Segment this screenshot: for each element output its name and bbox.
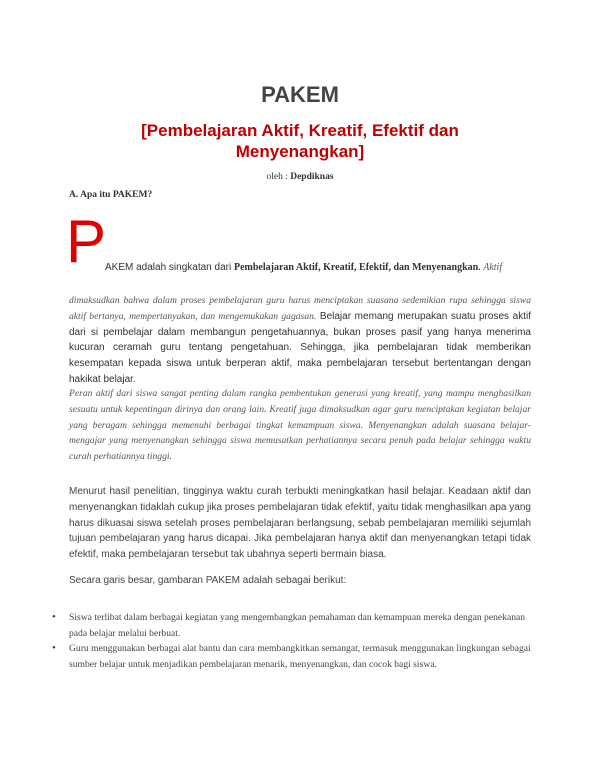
bullet-dot-icon: • — [52, 642, 56, 654]
bullet-text: Siswa terlibat dalam berbagai kegiatan yang mengembangkan pemahaman dan kemampuan mereka dengan penekanan pada belajar melalui berbuat. — [69, 612, 526, 639]
section-heading: A. Apa itu PAKEM? — [69, 190, 153, 200]
p1-sans: Belajar memang merupakan suatu proses aktif dari si pembelajar dalam membangun pengetahuannya, bukan proses pasif yang hanya menerima kucuran ceramah guru tentang pengetahuan. Sehingga, jika pembelajaran tidak memberikan kesempatan kepada siswa untuk berperan aktif, maka pembelajaran tersebut bertentangan dengan hakikat belajar. — [69, 310, 531, 385]
drop-cap: P — [66, 208, 107, 275]
byline-author: Depdiknas — [290, 172, 334, 182]
byline — [0, 172, 600, 182]
paragraph-1-body — [69, 293, 531, 388]
summary-line: Secara garis besar, gambaran PAKEM adalah sebagai berikut: — [69, 575, 347, 586]
bullet-text: Guru menggunakan berbagai alat bantu dan cara membangkitkan semangat, termasuk menggunakan lingkungan sebagai sumber belajar untuk menjadikan pembelajaran menarik, menyenangkan, dan cocok bagi siswa. — [69, 643, 531, 670]
p1-italic-start: Aktif — [483, 262, 503, 273]
paragraph-3: Menurut hasil penelitian, tingginya waktu curah terbukti meningkatkan hasil belajar. Keadaan aktif dan menyenangkan tidaklah cukup jika proses pembelajaran tidak efektif, yaitu tidak menghasilkan apa yang harus dikuasai siswa setelah proses pembelajaran berlangsung, sebab pembelajaran memiliki sejumlah tujuan pembelajaran yang harus dicapai. Jika pembelajaran hanya aktif dan menyenangkan tetapi tidak efektif, maka pembelajaran tersebut tak ubahnya seperti bermain biasa. — [69, 486, 531, 561]
list-item — [52, 641, 531, 672]
paragraph-1-first-line — [105, 262, 502, 274]
document-title: PAKEM — [261, 82, 339, 107]
bullet-list — [52, 610, 531, 672]
p1-bold-term: Pembelajaran Aktif, Kreatif, Efektif, dan Menyenangkan — [233, 262, 479, 273]
p1-italic-cont: dimaksudkan bahwa dalam proses pembelajaran guru harus menciptakan suasana sedemikian rupa sehingga siswa aktif bertanya, mempertanyakan, dan mengemukakan gagasan. — [69, 295, 531, 322]
byline-prefix: oleh : — [266, 172, 291, 182]
p1-after-bold: . — [478, 262, 484, 273]
document-subtitle: [Pembelajaran Aktif, Kreatif, Efektif dan Menyenangkan] — [141, 121, 459, 161]
list-item — [52, 610, 531, 641]
p1-start: AKEM adalah singkatan dari — [105, 262, 234, 273]
paragraph-2: Peran aktif dari siswa sangat penting dalam rangka pembentukan generasi yang kreatif, yang mampu menghasilkan sesuatu untuk kepentingan dirinya dan orang lain. Kreatif juga dimaksudkan agar guru menciptakan kegiatan belajar yang beragam sehingga memenuhi berbagai tingkat kemampuan siswa. Menyenangkan adalah suasana belajar-mengajar yang menyenangkan sehingga siswa memusatkan perhatiannya secara penuh pada belajar sehingga waktu curah perhatiannya tinggi. — [69, 388, 531, 463]
bullet-dot-icon: • — [52, 611, 56, 623]
